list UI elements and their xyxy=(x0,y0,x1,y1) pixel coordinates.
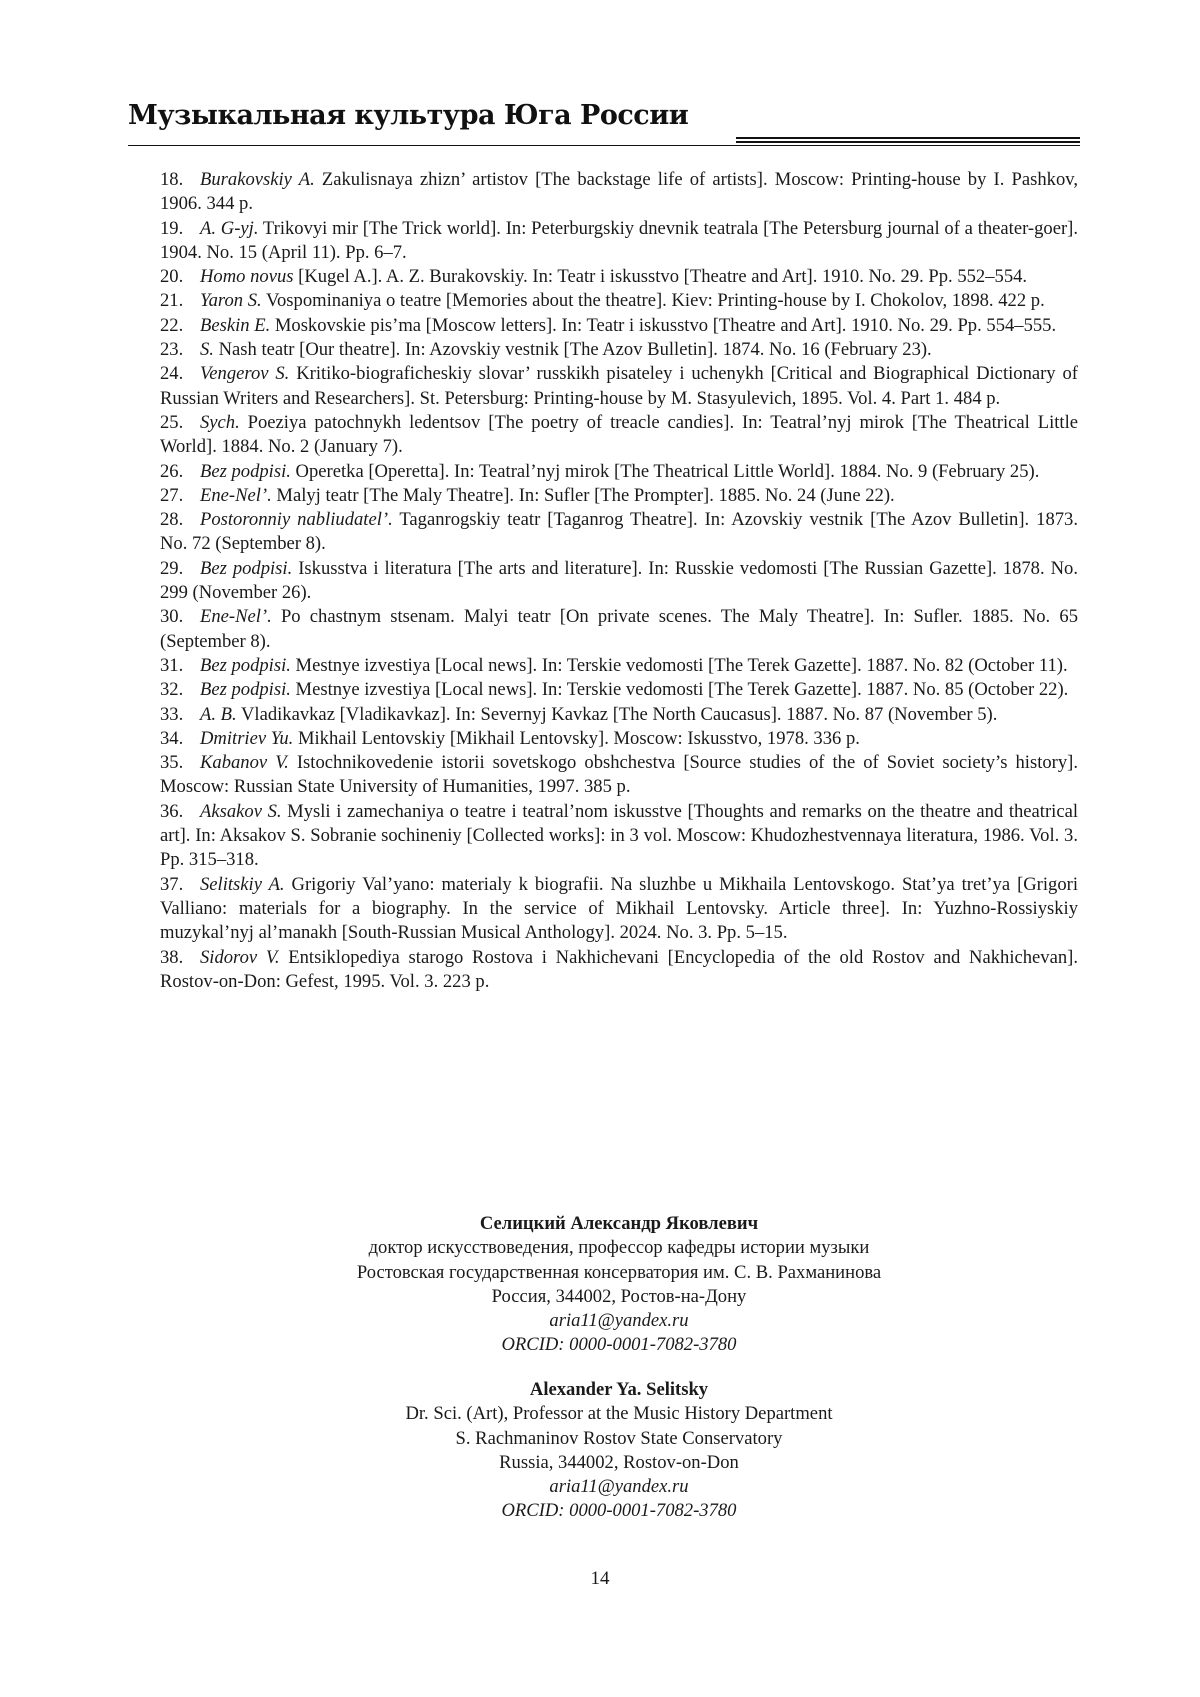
reference-item xyxy=(160,751,1078,800)
reference-number: 29. xyxy=(160,557,184,579)
reference-text: Entsiklopediya starogo Rostova i Nakhichevani [Encyclopedia of the old Rostov and Nakhichevan]. Rostov-on-Don: Gefest, 1995. Vol. 3. 223 p. xyxy=(160,946,1078,992)
reference-list xyxy=(160,168,1078,994)
reference-item xyxy=(160,484,1078,508)
reference-author: Beskin E. xyxy=(200,314,271,336)
author-address-en: Russia, 344002, Rostov-on-Don xyxy=(499,1451,739,1473)
reference-number: 33. xyxy=(160,703,184,725)
reference-text: Vladikavkaz [Vladikavkaz]. In: Severnyj Kavkaz [The North Caucasus]. 1887. No. 87 (November 5). xyxy=(236,703,998,725)
reference-item xyxy=(160,557,1078,606)
reference-author: Aksakov S. xyxy=(200,800,282,822)
reference-author: S. xyxy=(200,339,214,361)
reference-author: Kabanov V. xyxy=(200,752,289,774)
reference-author: A. G-yj. xyxy=(200,217,259,239)
reference-text: Zakulisnaya zhizn’ artistov [The backstage life of artists]. Moscow: Printing-house by I. Pashkov, 1906. 344 p. xyxy=(160,169,1079,215)
journal-title: Музыкальная культура Юга России xyxy=(128,100,689,131)
reference-text: Grigoriy Val’yano: materialy k biografii. Na sluzhbe u Mikhaila Lentovskogo. Stat’ya tret’ya [Grigori Valliano: materials for a biography. In the service of Mikhail Lentovsky. Article three]. In: Yuzhno-Rossiyskiy muzykal’nyj al’manakh [South-Russian Musical Anthology]. 2024. No. 3. Pp. 5–15. xyxy=(160,873,1078,944)
reference-number: 25. xyxy=(160,411,184,433)
reference-item xyxy=(160,289,1078,313)
reference-number: 34. xyxy=(160,727,184,749)
reference-number: 38. xyxy=(160,946,184,968)
reference-number: 20. xyxy=(160,266,184,288)
reference-author: Ene-Nel’. xyxy=(200,484,272,506)
reference-author: Vengerov S. xyxy=(200,363,290,385)
reference-text: Mysli i zamechaniya o teatre i teatral’nom iskusstve [Thoughts and remarks on the theatre and theatrical art]. In: Aksakov S. Sobranie sochineniy [Collected works]: in 3 vol. Moscow: Khudozhestvennaya literatura, 1986. Vol. 3. Pp. 315–318. xyxy=(160,800,1078,871)
reference-author: Selitskiy A. xyxy=(200,873,285,895)
reference-text: [Kugel A.]. A. Z. Burakovskiy. In: Teatr i iskusstvo [Theatre and Art]. 1910. No. 29. Pp. 552–554. xyxy=(293,266,1028,288)
page-number: 14 xyxy=(590,1568,610,1589)
author-institution-en: S. Rachmaninov Rostov State Conservatory xyxy=(455,1427,783,1449)
author-name-ru: Селицкий Александр Яковлевич xyxy=(479,1213,759,1234)
reference-text: Mestnye izvestiya [Local news]. In: Terskie vedomosti [The Terek Gazette]. 1887. No. 85 (October 22). xyxy=(290,679,1069,701)
reference-text: Kritiko-biograficheskiy slovar’ russkikh pisateley i uchenykh [Critical and Biographical Dictionary of Russian Writers and Researchers]. St. Petersburg: Printing-house by M. Stasyulevich, 1895. Vol. 4. Part 1. 484 p. xyxy=(160,363,1078,409)
author-position-en: Dr. Sci. (Art), Professor at the Music History Department xyxy=(405,1403,833,1425)
reference-item xyxy=(160,265,1078,289)
reference-author: Postoronniy nabliudatel’. xyxy=(200,509,393,531)
reference-author: Bez podpisi. xyxy=(200,460,291,482)
reference-item xyxy=(160,411,1078,460)
reference-text: Po chastnym stsenam. Malyi teatr [On private scenes. The Maly Theatre]. In: Sufler. 1885. No. 65 (September 8). xyxy=(160,606,1078,652)
reference-number: 31. xyxy=(160,654,184,676)
reference-item xyxy=(160,362,1078,411)
reference-author: Bez podpisi. xyxy=(200,654,291,676)
reference-author: Bez podpisi. xyxy=(200,679,291,701)
reference-item xyxy=(160,460,1078,484)
reference-number: 24. xyxy=(160,363,184,385)
reference-author: Sidorov V. xyxy=(200,946,280,968)
reference-author: Yaron S. xyxy=(200,290,262,312)
reference-number: 36. xyxy=(160,800,184,822)
reference-author: A. B. xyxy=(200,703,237,725)
header-rule xyxy=(128,145,1080,146)
reference-author: Burakovskiy A. xyxy=(200,169,315,190)
reference-number: 21. xyxy=(160,290,184,312)
reference-item xyxy=(160,168,1078,217)
reference-item xyxy=(160,800,1078,873)
header-rule-accent-2 xyxy=(736,141,1080,143)
reference-item xyxy=(160,727,1078,751)
author-block-en xyxy=(160,1378,1078,1524)
reference-author: Homo novus xyxy=(200,266,294,288)
reference-author: Bez podpisi. xyxy=(200,557,293,579)
author-orcid-ru: ORCID: 0000-0001-7082-3780 xyxy=(501,1334,737,1356)
author-orcid-en: ORCID: 0000-0001-7082-3780 xyxy=(501,1500,737,1522)
reference-number: 26. xyxy=(160,460,184,482)
reference-text: Trikovyi mir [The Trick world]. In: Peterburgskiy dnevnik teatrala [The Petersburg journal of a theater-goer]. 1904. No. 15 (April 11). Pp. 6–7. xyxy=(160,217,1078,263)
reference-item xyxy=(160,338,1078,362)
reference-number: 23. xyxy=(160,339,184,361)
reference-item xyxy=(160,703,1078,727)
reference-text: Iskusstva i literatura [The arts and literature]. In: Russkie vedomosti [The Russian Gazette]. 1878. No. 299 (November 26). xyxy=(160,557,1078,604)
reference-item xyxy=(160,314,1078,338)
author-email-ru[interactable]: aria11@yandex.ru xyxy=(549,1310,689,1332)
reference-item xyxy=(160,605,1078,654)
header-rule-accent-1 xyxy=(736,137,1080,139)
author-institution-ru: Ростовская государственная консерватория им. С. В. Рахманинова xyxy=(356,1261,882,1283)
reference-text: Operetka [Operetta]. In: Teatral’nyj mirok [The Theatrical Little World]. 1884. No. 9 (February 25). xyxy=(290,460,1040,482)
reference-item xyxy=(160,678,1078,702)
reference-item xyxy=(160,217,1078,266)
reference-number: 37. xyxy=(160,873,184,895)
reference-number: 19. xyxy=(160,217,184,239)
reference-item xyxy=(160,873,1078,946)
reference-item xyxy=(160,508,1078,557)
reference-number: 32. xyxy=(160,679,184,701)
reference-text: Taganrogskiy teatr [Taganrog Theatre]. In: Azovskiy vestnik [The Azov Bulletin]. 1873. No. 72 (September 8). xyxy=(160,509,1078,555)
reference-number: 18. xyxy=(160,169,184,190)
reference-text: Nash teatr [Our theatre]. In: Azovskiy vestnik [The Azov Bulletin]. 1874. No. 16 (February 23). xyxy=(213,339,932,361)
reference-text: Malyj teatr [The Maly Theatre]. In: Sufler [The Prompter]. 1885. No. 24 (June 22). xyxy=(271,484,895,506)
reference-text: Istochnikovedenie istorii sovetskogo obshchestva [Source studies of the of Soviet society’s history]. Moscow: Russian State University of Humanities, 1997. 385 p. xyxy=(160,752,1078,798)
author-name-en: Alexander Ya. Selitsky xyxy=(529,1379,709,1400)
reference-number: 22. xyxy=(160,314,184,336)
author-email-en[interactable]: aria11@yandex.ru xyxy=(549,1476,689,1498)
reference-text: Mestnye izvestiya [Local news]. In: Terskie vedomosti [The Terek Gazette]. 1887. No. 82 (October 11). xyxy=(290,654,1068,676)
author-block-ru xyxy=(160,1212,1078,1358)
reference-text: Poeziya patochnykh ledentsov [The poetry of treacle candies]. In: Teatral’nyj mirok [The Theatrical Little World]. 1884. No. 2 (January 7). xyxy=(160,411,1078,458)
reference-number: 35. xyxy=(160,752,184,774)
author-position-ru: доктор искусствоведения, профессор кафедры истории музыки xyxy=(368,1237,870,1259)
author-address-ru: Россия, 344002, Ростов-на-Дону xyxy=(491,1285,747,1307)
reference-author: Ene-Nel’. xyxy=(200,606,272,628)
reference-text: Moskovskie pis’ma [Moscow letters]. In: Teatr i iskusstvo [Theatre and Art]. 1910. No. 29. Pp. 554–555. xyxy=(270,314,1057,336)
reference-item xyxy=(160,946,1078,995)
reference-text: Mikhail Lentovskiy [Mikhail Lentovsky]. Moscow: Iskusstvo, 1978. 336 p. xyxy=(293,727,860,749)
reference-text: Vospominaniya o teatre [Memories about the theatre]. Kiev: Printing-house by I. Chokolov, 1898. 422 p. xyxy=(261,290,1045,312)
reference-author: Sych. xyxy=(200,411,240,433)
reference-number: 28. xyxy=(160,509,184,531)
reference-number: 30. xyxy=(160,606,184,628)
reference-author: Dmitriev Yu. xyxy=(200,727,294,749)
reference-item xyxy=(160,654,1078,678)
reference-number: 27. xyxy=(160,484,184,506)
